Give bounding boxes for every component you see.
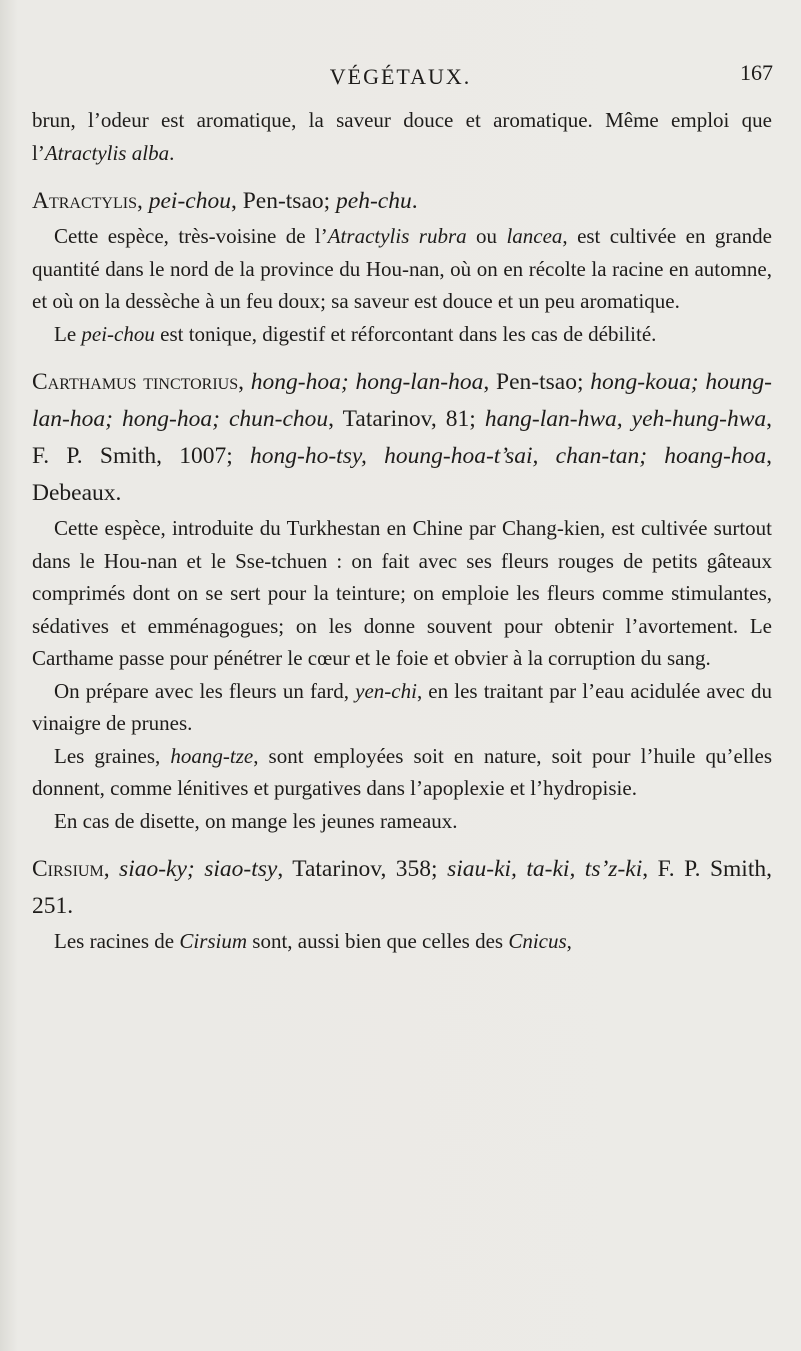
italic-term: Atractylis alba bbox=[44, 140, 170, 165]
text-span: , bbox=[136, 188, 149, 214]
chinese-name: pei-chou bbox=[148, 188, 231, 214]
text-span: , bbox=[238, 369, 251, 395]
genus-name: Cirsium bbox=[32, 856, 104, 882]
genus-name: Atractylis bbox=[32, 188, 137, 214]
italic-term: Cnicus bbox=[508, 929, 567, 953]
text-span: Le bbox=[54, 321, 82, 346]
text-span: , bbox=[566, 929, 572, 953]
text-span: , est cultivée en grande quantité dans le nord de la province du Hou-nan, où on en récolte la racine en automne, et où on la dessèche à un feu doux; sa saveur est douce et un peu aromatique. bbox=[32, 224, 773, 313]
text-span: brun, l’odeur est aromatique, la saveur douce et aromatique. Même emploi que l’ bbox=[32, 108, 772, 165]
italic-term: lancea bbox=[506, 224, 563, 248]
paragraph-carthamus-fard bbox=[32, 675, 772, 740]
text-span: Cette espèce, très-voisine de l’ bbox=[54, 224, 328, 248]
body-text bbox=[32, 104, 772, 958]
text-span: . bbox=[411, 188, 418, 214]
entry-heading-cirsium bbox=[32, 851, 772, 925]
text-span: , F. P. Smith, 1007; bbox=[32, 406, 772, 469]
paragraph-carthamus-famine: En cas de disette, on mange les jeunes rameaux. bbox=[54, 808, 458, 833]
chinese-name: hang-lan-hwa, yeh-hung-hwa bbox=[484, 406, 767, 432]
paragraph-carthamus-description: Cette espèce, introduite du Turkhestan en Chine par Chang-kien, est cultivée surtout dans le Hou-nan et le Sse-tchuen : on fait avec ses fleurs rouges de petits gâteaux comprimés dont on se sert pour la teinture; on emploie les fleurs comme stimulantes, sédatives et emménagogues; on les donne souvent pour obtenir l’avortement. Le Carthame passe pour pénétrer le cœur et le foie et obvier à la corruption du sang. bbox=[32, 516, 772, 670]
text-span: , sont employées soit en nature, soit pour l’huile qu’elles donnent, comme lénitives et purgatives dans l’apoplexie et l’hydropisie. bbox=[32, 743, 772, 800]
chinese-name: hong-ho-tsy, houng-hoa-t’sai, chan-tan; hoang-hoa bbox=[250, 443, 767, 469]
text-span: , bbox=[103, 856, 120, 882]
paragraph-carthamus-seeds bbox=[32, 740, 772, 805]
page-header bbox=[0, 60, 801, 94]
italic-term: hoang-tze bbox=[170, 743, 254, 768]
genus-name: Carthamus tinctorius bbox=[32, 369, 239, 395]
paragraph-atractylis-description bbox=[32, 220, 772, 318]
chinese-name: siau-ki, ta-ki, ts’z-ki bbox=[447, 856, 643, 882]
chinese-name: hong-hoa; hong-lan-hoa bbox=[250, 369, 484, 395]
text-span: , Tatarinov, 81; bbox=[328, 406, 485, 432]
text-span: , Pen-tsao; bbox=[483, 369, 591, 395]
text-span: Les racines de bbox=[54, 929, 180, 953]
text-span: , en les traitant par l’eau acidulée avec du vinaigre de prunes. bbox=[32, 678, 772, 735]
text-span: , Debeaux. bbox=[32, 443, 772, 506]
chinese-name: hong-koua; houng-lan-hoa; hong-hoa; chun-chou bbox=[32, 369, 772, 432]
italic-term: Cirsium bbox=[179, 929, 248, 953]
entry-heading-carthamus bbox=[32, 364, 772, 512]
text-span: est tonique, digestif et réforcontant dans les cas de débilité. bbox=[154, 321, 657, 346]
text-span: , Pen-tsao; bbox=[230, 188, 337, 214]
text-span: , Tatarinov, 358; bbox=[277, 856, 448, 882]
text-span: Les graines, bbox=[54, 743, 171, 768]
paragraph-continuation bbox=[32, 104, 772, 169]
italic-term: Atractylis rubra bbox=[327, 224, 467, 248]
entry-heading-atractylis bbox=[32, 183, 772, 220]
chinese-name: peh-chu bbox=[336, 188, 412, 214]
text-span: , F. P. Smith, 251. bbox=[32, 856, 772, 919]
page-number: 167 bbox=[740, 60, 773, 85]
italic-term: yen-chi bbox=[355, 678, 417, 703]
paragraph-atractylis-use bbox=[32, 318, 772, 351]
text-span: sont, aussi bien que celles des bbox=[247, 929, 509, 953]
text-span: ou bbox=[466, 224, 507, 248]
text-span: . bbox=[169, 140, 175, 165]
running-head: VÉGÉTAUX. bbox=[329, 64, 472, 89]
italic-term: pei-chou bbox=[81, 321, 155, 346]
text-span: On prépare avec les fleurs un fard, bbox=[54, 678, 356, 703]
chinese-name: siao-ky; siao-tsy bbox=[119, 856, 278, 882]
paragraph-cirsium-roots bbox=[32, 925, 772, 958]
